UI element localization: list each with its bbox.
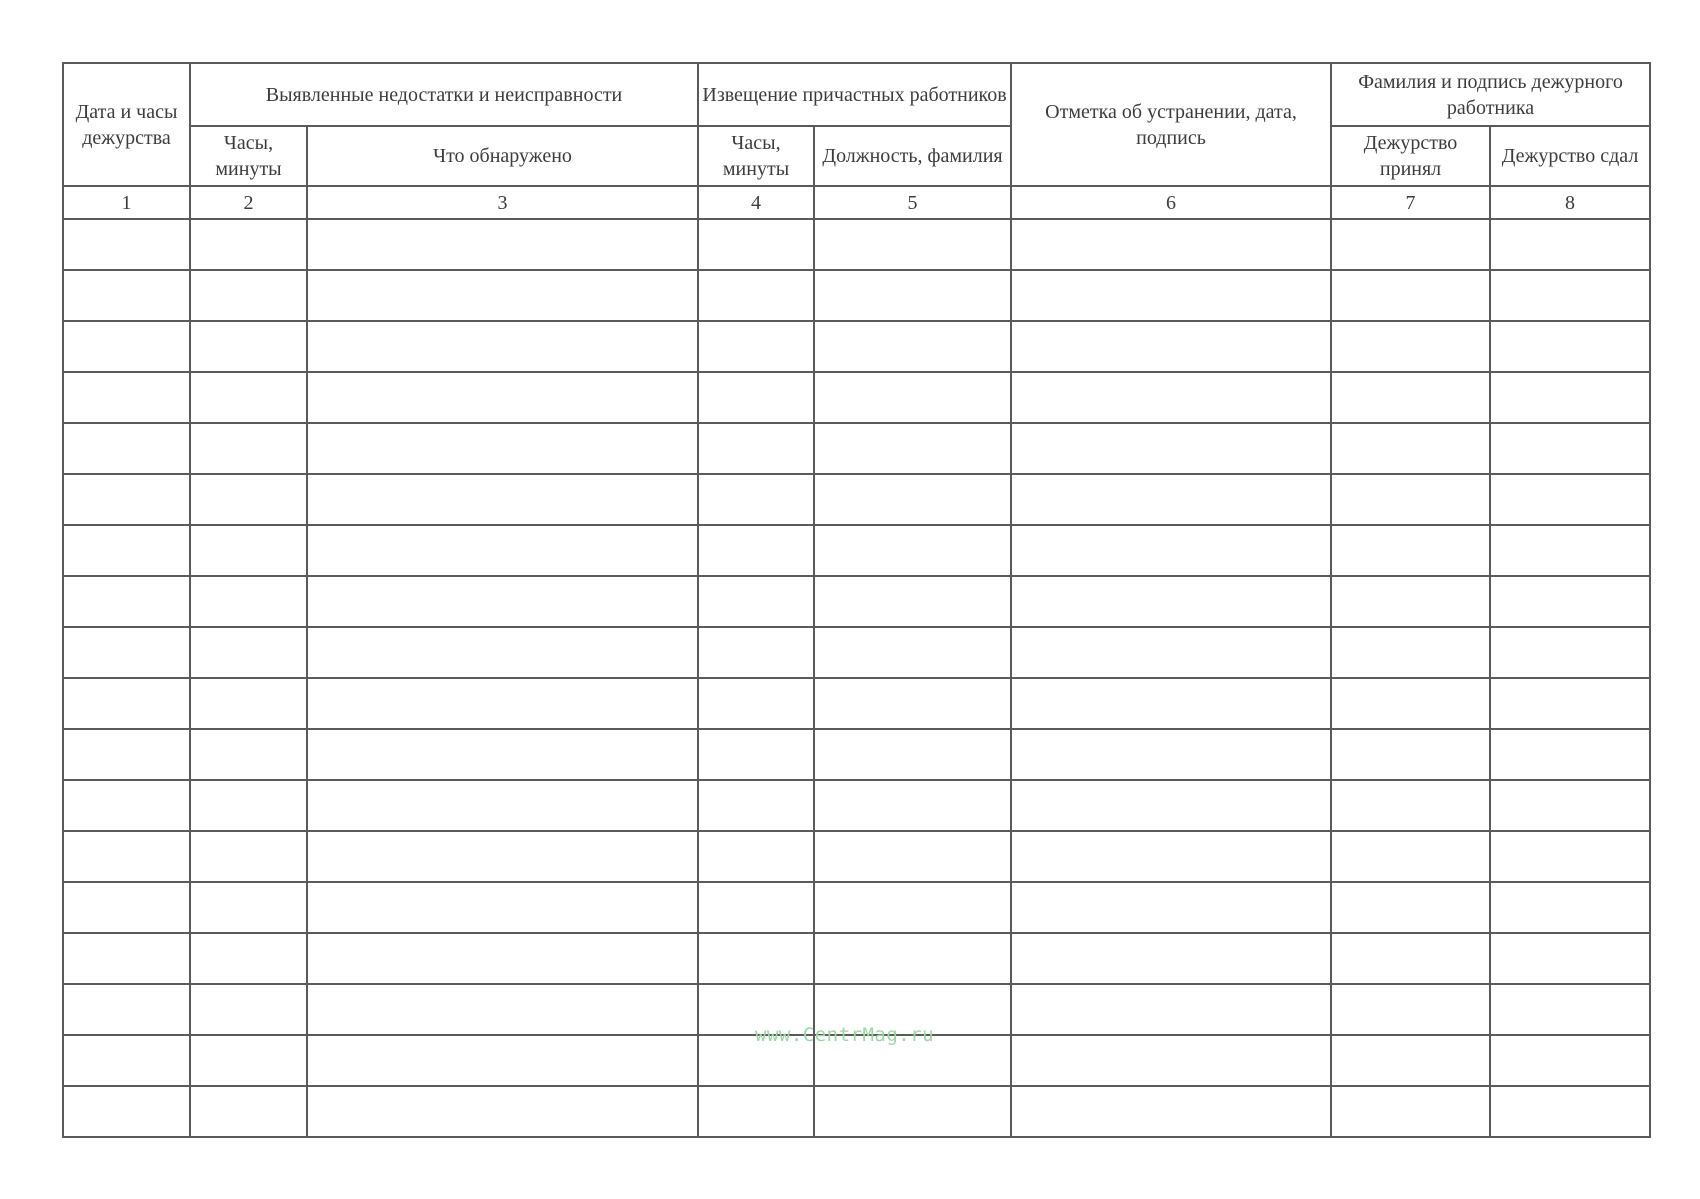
table-cell[interactable] — [814, 270, 1011, 321]
table-cell[interactable] — [698, 270, 814, 321]
table-cell[interactable] — [698, 627, 814, 678]
table-cell[interactable] — [698, 474, 814, 525]
duty-journal-table — [62, 62, 1651, 1138]
table-cell[interactable] — [1490, 882, 1650, 933]
table-cell[interactable] — [190, 525, 307, 576]
table-cell[interactable] — [1331, 423, 1490, 474]
table-cell[interactable] — [1490, 1086, 1650, 1137]
table-row — [63, 423, 1650, 474]
table-cell[interactable] — [1011, 1086, 1331, 1137]
table-cell[interactable] — [1490, 984, 1650, 1035]
header-group-duty: Фамилия и подпись дежурного работника — [1331, 63, 1650, 126]
table-cell[interactable] — [1011, 525, 1331, 576]
table-cell[interactable] — [1011, 831, 1331, 882]
table-cell[interactable] — [1331, 474, 1490, 525]
table-cell[interactable] — [190, 474, 307, 525]
table-cell[interactable] — [1011, 933, 1331, 984]
table-cell[interactable] — [698, 780, 814, 831]
table-cell[interactable] — [190, 219, 307, 270]
table-cell[interactable] — [1490, 576, 1650, 627]
table-cell[interactable] — [1011, 270, 1331, 321]
header-duty-accepted: Дежурство принял — [1331, 126, 1490, 186]
table-cell[interactable] — [307, 678, 698, 729]
table-cell[interactable] — [1011, 576, 1331, 627]
table-cell[interactable] — [63, 627, 190, 678]
table-cell[interactable] — [698, 423, 814, 474]
table-cell[interactable] — [814, 576, 1011, 627]
table-cell[interactable] — [307, 576, 698, 627]
table-cell[interactable] — [63, 933, 190, 984]
table-cell[interactable] — [307, 882, 698, 933]
column-number: 8 — [1490, 186, 1650, 219]
table-cell[interactable] — [63, 984, 190, 1035]
table-cell[interactable] — [63, 321, 190, 372]
table-cell[interactable] — [1331, 1086, 1490, 1137]
table-cell[interactable] — [814, 321, 1011, 372]
table-cell[interactable] — [63, 474, 190, 525]
column-number: 7 — [1331, 186, 1490, 219]
table-cell[interactable] — [1331, 627, 1490, 678]
table-cell[interactable] — [190, 678, 307, 729]
table-cell[interactable] — [1011, 729, 1331, 780]
table-cell[interactable] — [190, 321, 307, 372]
table-cell[interactable] — [1011, 984, 1331, 1035]
table-cell[interactable] — [63, 1086, 190, 1137]
table-row — [63, 1086, 1650, 1137]
table-cell[interactable] — [63, 831, 190, 882]
header-duty-handed: Дежурство сдал — [1490, 126, 1650, 186]
table-cell[interactable] — [1011, 321, 1331, 372]
table-cell[interactable] — [1490, 1035, 1650, 1086]
table-cell[interactable] — [814, 678, 1011, 729]
table-cell[interactable] — [307, 321, 698, 372]
table-cell[interactable] — [1490, 678, 1650, 729]
table-cell[interactable] — [1011, 219, 1331, 270]
table-cell[interactable] — [307, 1086, 698, 1137]
header-row-sub — [63, 126, 1650, 186]
table-cell[interactable] — [698, 678, 814, 729]
table-row — [63, 219, 1650, 270]
table-cell[interactable] — [1490, 627, 1650, 678]
table-cell[interactable] — [698, 525, 814, 576]
table-cell[interactable] — [63, 270, 190, 321]
table-cell[interactable] — [63, 1035, 190, 1086]
header-date-hours: Дата и часы дежурства — [63, 63, 190, 186]
header-group-notify: Извещение причастных работников — [698, 63, 1011, 126]
table-cell[interactable] — [190, 831, 307, 882]
table-cell[interactable] — [190, 780, 307, 831]
table-cell[interactable] — [1490, 729, 1650, 780]
table-cell[interactable] — [698, 1086, 814, 1137]
table-cell[interactable] — [307, 270, 698, 321]
header-fix-mark: Отметка об устранении, дата, подпись — [1011, 63, 1331, 186]
column-number: 3 — [307, 186, 698, 219]
table-cell[interactable] — [1331, 372, 1490, 423]
table-cell[interactable] — [307, 423, 698, 474]
table-cell[interactable] — [190, 627, 307, 678]
table-cell[interactable] — [190, 270, 307, 321]
column-number-row — [63, 186, 1650, 219]
table-cell[interactable] — [1490, 372, 1650, 423]
table-cell[interactable] — [1331, 1035, 1490, 1086]
table-row — [63, 321, 1650, 372]
column-number: 5 — [814, 186, 1011, 219]
table-cell[interactable] — [814, 423, 1011, 474]
table-cell[interactable] — [814, 882, 1011, 933]
table-cell[interactable] — [190, 1035, 307, 1086]
table-cell[interactable] — [190, 729, 307, 780]
table-cell[interactable] — [1490, 423, 1650, 474]
table-cell[interactable] — [63, 780, 190, 831]
table-cell[interactable] — [63, 882, 190, 933]
table-cell[interactable] — [1490, 474, 1650, 525]
table-cell[interactable] — [814, 219, 1011, 270]
table-row — [63, 474, 1650, 525]
table-cell[interactable] — [814, 729, 1011, 780]
table-cell[interactable] — [1490, 780, 1650, 831]
table-cell[interactable] — [698, 933, 814, 984]
header-notify-time: Часы, минуты — [698, 126, 814, 186]
column-number: 4 — [698, 186, 814, 219]
table-cell[interactable] — [307, 984, 698, 1035]
table-cell[interactable] — [698, 219, 814, 270]
table-cell[interactable] — [1011, 372, 1331, 423]
table-cell[interactable] — [814, 627, 1011, 678]
table-cell[interactable] — [1331, 933, 1490, 984]
table-cell[interactable] — [190, 423, 307, 474]
column-number: 6 — [1011, 186, 1331, 219]
table-cell[interactable] — [1331, 219, 1490, 270]
table-cell[interactable] — [1331, 321, 1490, 372]
table-cell[interactable] — [1331, 525, 1490, 576]
table-cell[interactable] — [190, 1086, 307, 1137]
table-row — [63, 576, 1650, 627]
header-row-top — [63, 63, 1650, 126]
table-cell[interactable] — [814, 831, 1011, 882]
table-cell[interactable] — [814, 525, 1011, 576]
table-cell[interactable] — [698, 576, 814, 627]
table-cell[interactable] — [698, 831, 814, 882]
table-cell[interactable] — [307, 729, 698, 780]
table-cell[interactable] — [63, 678, 190, 729]
table-cell[interactable] — [1011, 678, 1331, 729]
table-row — [63, 627, 1650, 678]
table-cell[interactable] — [190, 984, 307, 1035]
table-cell[interactable] — [63, 525, 190, 576]
table-cell[interactable] — [1011, 627, 1331, 678]
table-row — [63, 729, 1650, 780]
table-cell[interactable] — [1331, 729, 1490, 780]
header-notify-position: Должность, фамилия — [814, 126, 1011, 186]
table-cell[interactable] — [1490, 321, 1650, 372]
header-group-defects: Выявленные недостатки и неисправности — [190, 63, 698, 126]
column-number: 2 — [190, 186, 307, 219]
table-cell[interactable] — [1331, 831, 1490, 882]
table-row — [63, 525, 1650, 576]
table-row — [63, 831, 1650, 882]
journal-body — [63, 219, 1650, 1137]
table-cell[interactable] — [814, 474, 1011, 525]
table-row — [63, 780, 1650, 831]
table-cell[interactable] — [1490, 219, 1650, 270]
table-cell[interactable] — [190, 372, 307, 423]
table-cell[interactable] — [698, 321, 814, 372]
watermark: www.CentrMag.ru — [755, 1024, 935, 1046]
table-cell[interactable] — [698, 372, 814, 423]
table-cell[interactable] — [307, 525, 698, 576]
table-cell[interactable] — [1490, 525, 1650, 576]
table-cell[interactable] — [1331, 270, 1490, 321]
table-cell[interactable] — [307, 933, 698, 984]
table-cell[interactable] — [1331, 882, 1490, 933]
table-cell[interactable] — [1011, 423, 1331, 474]
table-cell[interactable] — [1331, 678, 1490, 729]
table-cell[interactable] — [307, 831, 698, 882]
table-cell[interactable] — [1490, 831, 1650, 882]
table-row — [63, 882, 1650, 933]
table-cell[interactable] — [307, 372, 698, 423]
table-row — [63, 933, 1650, 984]
table-cell[interactable] — [63, 219, 190, 270]
table-cell[interactable] — [307, 780, 698, 831]
table-cell[interactable] — [63, 576, 190, 627]
table-cell[interactable] — [1011, 882, 1331, 933]
header-defects-time: Часы, минуты — [190, 126, 307, 186]
table-cell[interactable] — [307, 219, 698, 270]
table-cell[interactable] — [1331, 780, 1490, 831]
table-cell[interactable] — [307, 1035, 698, 1086]
table-cell[interactable] — [1011, 1035, 1331, 1086]
table-cell[interactable] — [63, 423, 190, 474]
table-cell[interactable] — [190, 933, 307, 984]
table-cell[interactable] — [1490, 270, 1650, 321]
table-cell[interactable] — [1011, 474, 1331, 525]
header-defects-found: Что обнаружено — [307, 126, 698, 186]
table-cell[interactable] — [63, 729, 190, 780]
table-cell[interactable] — [63, 372, 190, 423]
table-cell[interactable] — [814, 933, 1011, 984]
table-cell[interactable] — [1331, 984, 1490, 1035]
table-cell[interactable] — [1331, 576, 1490, 627]
column-number: 1 — [63, 186, 190, 219]
table-cell[interactable] — [814, 1086, 1011, 1137]
table-cell[interactable] — [1011, 780, 1331, 831]
table-row — [63, 372, 1650, 423]
table-cell[interactable] — [814, 372, 1011, 423]
table-cell[interactable] — [307, 474, 698, 525]
table-cell[interactable] — [190, 576, 307, 627]
table-cell[interactable] — [698, 729, 814, 780]
table-cell[interactable] — [190, 882, 307, 933]
table-cell[interactable] — [698, 882, 814, 933]
table-row — [63, 678, 1650, 729]
table-cell[interactable] — [1490, 933, 1650, 984]
table-cell[interactable] — [814, 780, 1011, 831]
table-row — [63, 270, 1650, 321]
table-cell[interactable] — [307, 627, 698, 678]
